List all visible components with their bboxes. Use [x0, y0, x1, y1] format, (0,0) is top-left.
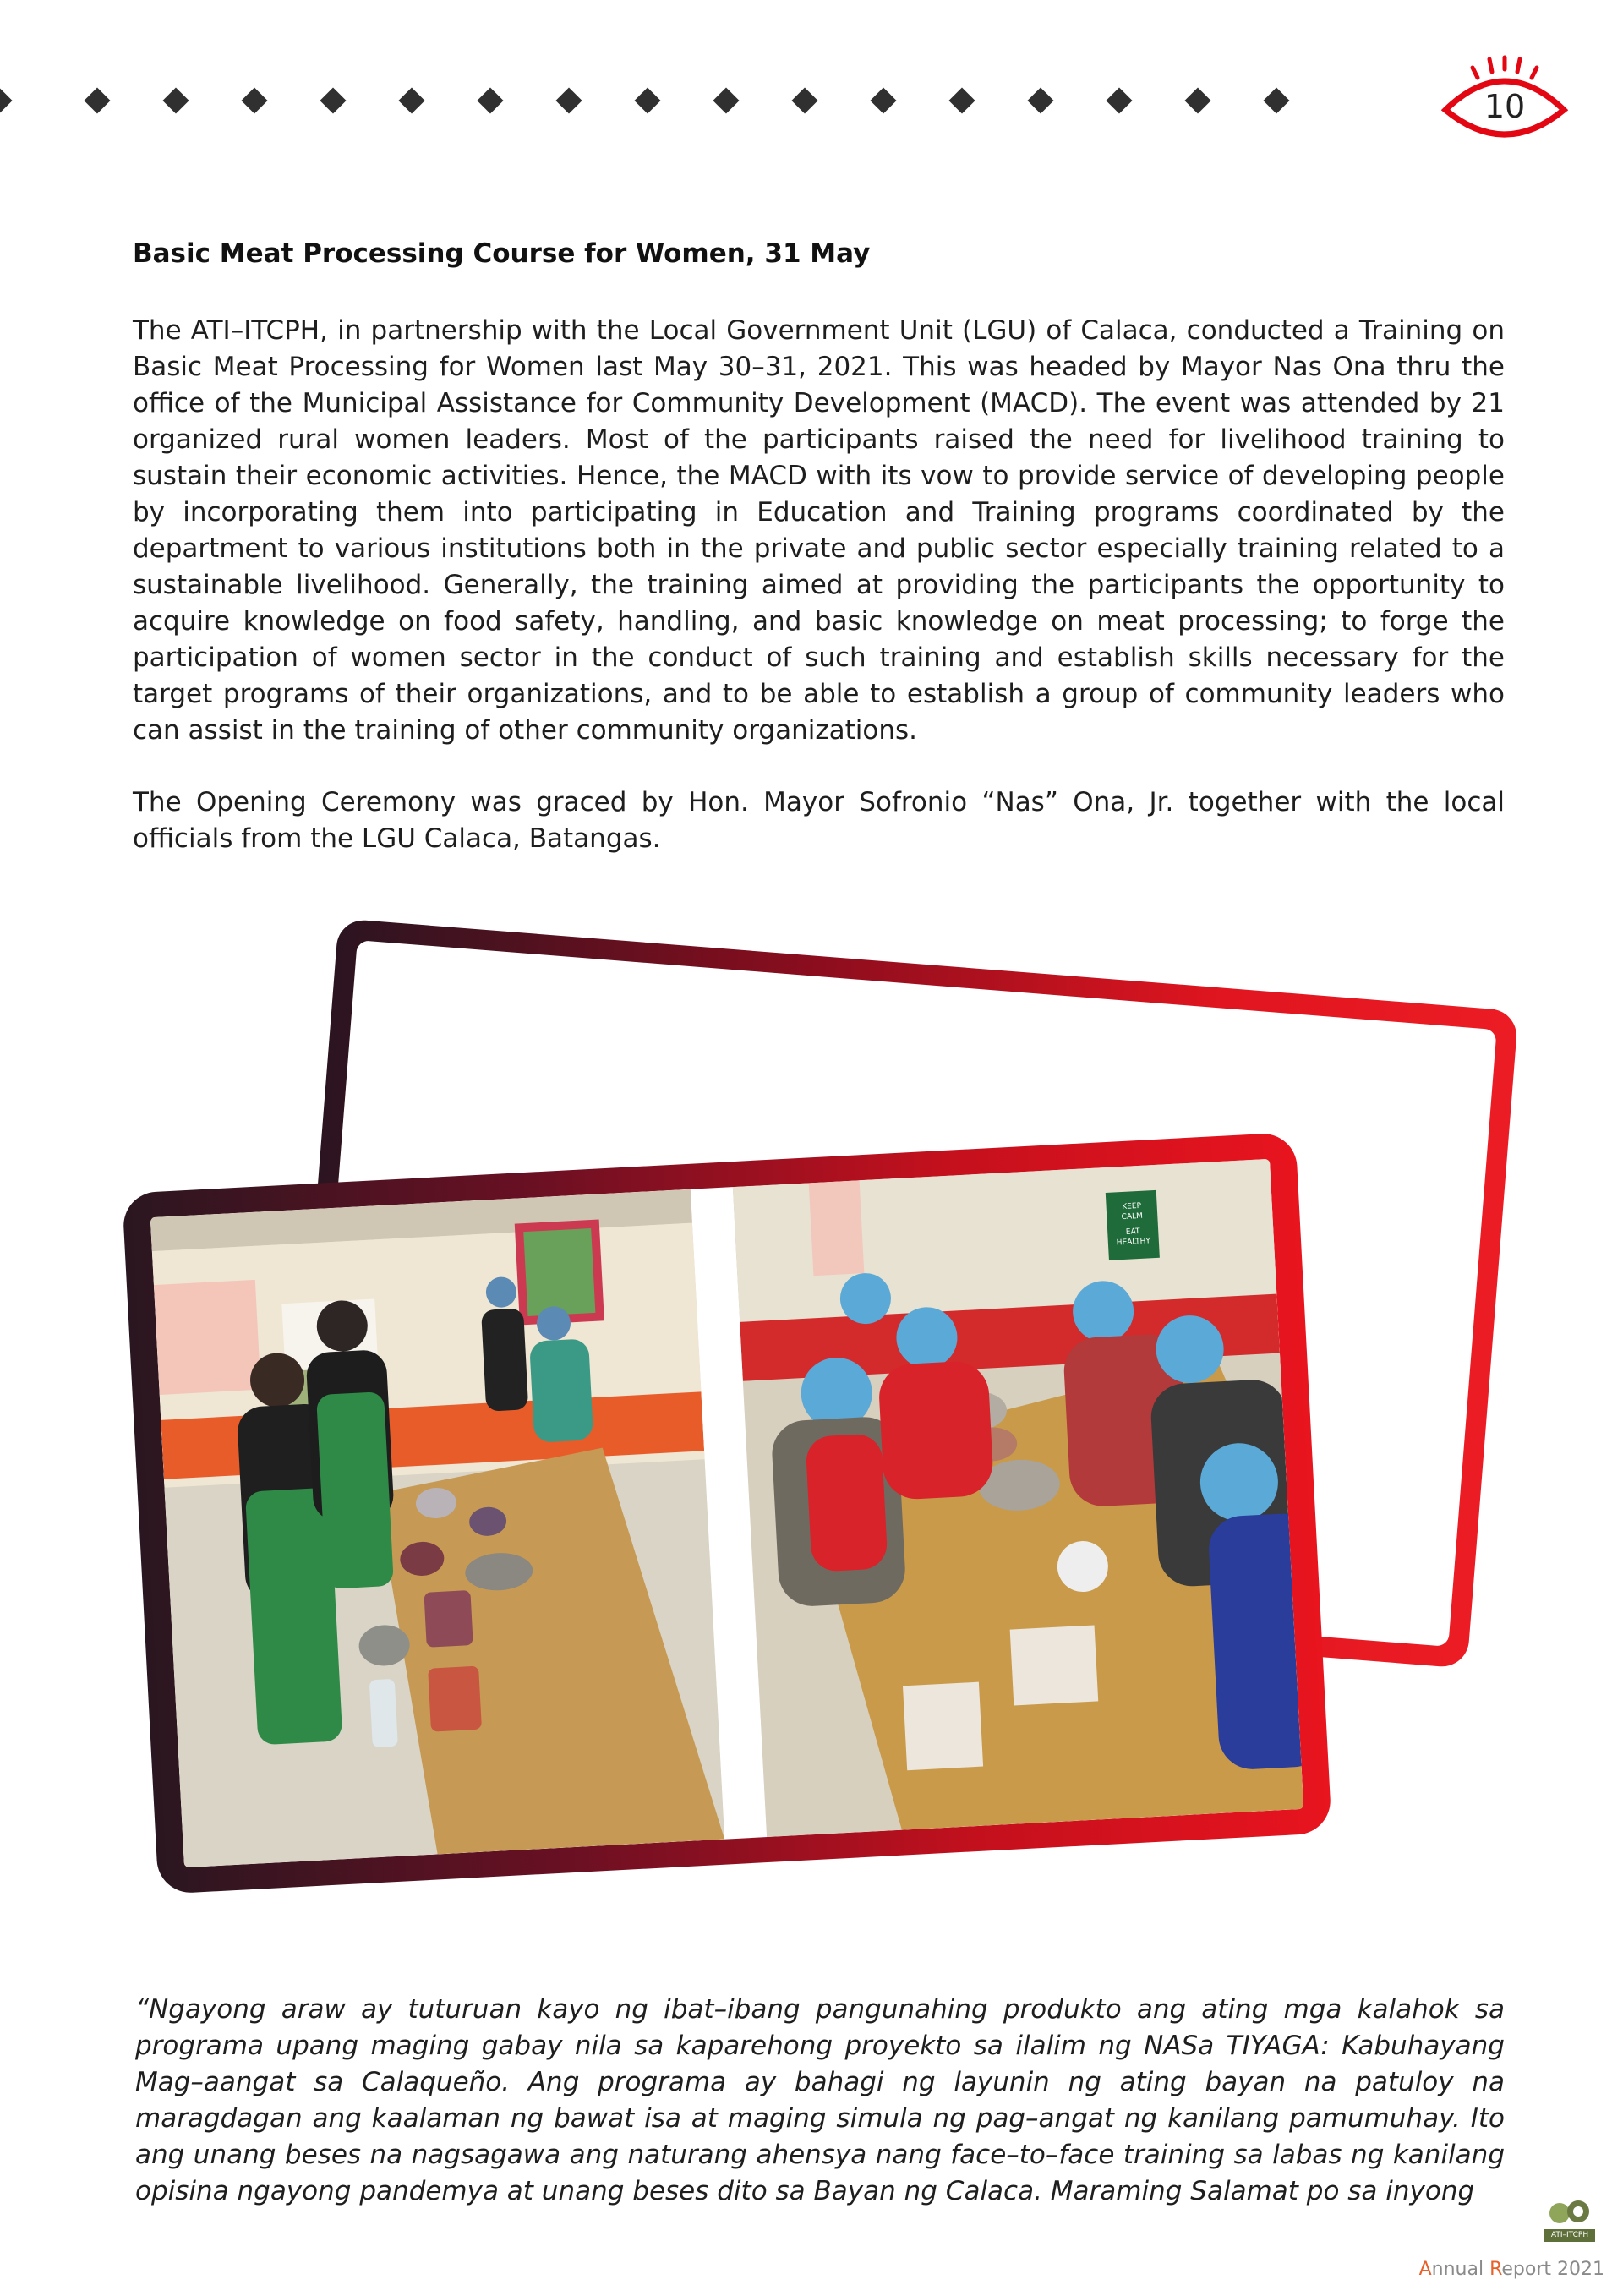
diamond-bullet-icon: [1263, 87, 1289, 113]
quote-paragraph: “Ngayong araw ay tuturuan kayo ng ibat–ibang pangunahing produkto ang ating mga kalahok sa programa upang maging gabay nila sa kaparehong proyekto sa ilalim ng NASa TIYAGA: Kabuhayang Mag–aangat sa Calaqueño. Ang programa ay bahagi ng layunin ng ating bayan na patuloy na maragdagan ang kaalaman ng bawat isa at maging simula ng pag–angat ng kanilang pamumuhay. Ito ang unang beses na nagsagawa ang naturang ahensya nang face–to–face training sa labas ng kanilang opisina ngayong pandemya at unang beses dito sa Bayan ng Calaca. Maraming Salamat po sa inyong: [135, 1994, 1505, 2206]
diamond-bullet-icon: [948, 87, 975, 113]
diamond-bullet-icon: [634, 87, 660, 113]
diamond-bullet-icon: [320, 87, 346, 113]
diamond-bullet-icon: [1106, 87, 1132, 113]
diamond-bullet-icon: [870, 87, 896, 113]
poster-text: CALM: [1121, 1211, 1144, 1222]
ati-itcph-logo: [1544, 2200, 1595, 2242]
diamond-bullet-icon: [84, 87, 110, 113]
footer-text-part: nnual: [1431, 2259, 1490, 2280]
logo-label: ATI–ITCPH: [1544, 2229, 1595, 2242]
diamond-bullet-icon: [1027, 87, 1053, 113]
training-photo-right: [733, 1159, 1303, 1837]
diamond-bullet-icon: [791, 87, 817, 113]
photo-frame: [122, 1132, 1332, 1894]
section-heading: Basic Meat Processing Course for Women, 31 May: [133, 238, 871, 269]
footer-text-part: eport 2021: [1501, 2259, 1604, 2280]
poster-text: HEALTHY: [1116, 1237, 1151, 1248]
diamond-bullet-icon: [162, 87, 189, 113]
diamond-bullet-icon: [1184, 87, 1210, 113]
poster-text: KEEP: [1122, 1201, 1142, 1212]
diamond-bullet-icon: [477, 87, 503, 113]
footer-report-title: [1419, 2259, 1604, 2280]
body-paragraph: The Opening Ceremony was graced by Hon. Mayor Sofronio “Nas” Ona, Jr. together with the local officials from the LGU Calaca, Batangas.: [133, 787, 1505, 854]
training-photo-left: [150, 1189, 724, 1867]
footer-accent-letter: R: [1489, 2259, 1502, 2280]
page-number: 10: [1484, 88, 1526, 125]
diamond-bullet-icon: [555, 87, 582, 113]
diamond-bullet-icon: [241, 87, 267, 113]
diamond-bullet-icon: [0, 87, 13, 113]
decorative-diamond-row: [0, 85, 1319, 118]
page-number-badge: [1437, 51, 1572, 144]
body-paragraph: The ATI–ITCPH, in partnership with the Local Government Unit (LGU) of Calaca, conducted a Training on Basic Meat Processing for Women last May 30–31, 2021. This was headed by Mayor Nas Ona thru the office of the Municipal Assistance for Community Development (MACD). The event was attended by 21 organized rural women leaders. Most of the participants raised the need for livelihood training to sustain their economic activities. Hence, the MACD with its vow to provide service of developing people by incorporating them into participating in Education and Training programs coordinated by the department to various institutions both in the private and public sector especially training related to a sustainable livelihood. Generally, the training aimed at providing the participants the opportunity to acquire knowledge on food safety, handling, and basic knowledge on meat processing; to forge the participation of women sector in the conduct of such training and establish skills necessary for the target programs of their organizations, and to be able to establish a group of community leaders who can assist in the training of other community organizations.: [133, 315, 1505, 746]
diamond-bullet-icon: [713, 87, 739, 113]
poster-text: EAT: [1125, 1227, 1140, 1237]
diamond-bullet-icon: [398, 87, 424, 113]
footer-accent-letter: A: [1418, 2259, 1432, 2280]
